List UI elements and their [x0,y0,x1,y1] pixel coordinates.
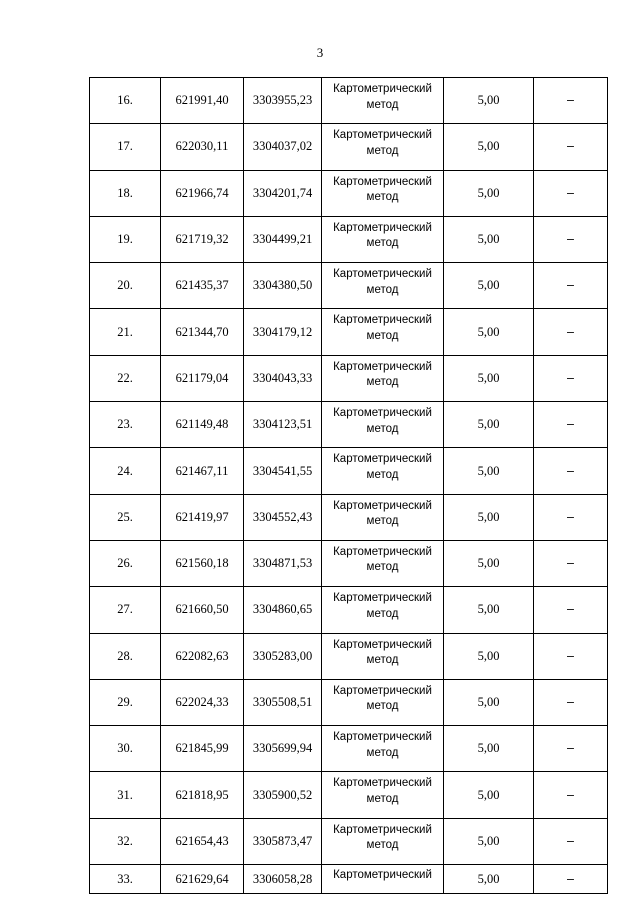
accuracy-cell: 5,00 [444,78,534,124]
description-cell: – [534,494,608,540]
coordinate-y-cell: 3303955,23 [244,78,322,124]
table-row [90,263,608,309]
point-number-cell: 28. [90,633,161,679]
point-number-cell: 24. [90,448,161,494]
table-row [90,78,608,124]
point-number-cell: 20. [90,263,161,309]
method-cell: Картометрический метод [322,818,444,864]
coordinate-y-cell: 3304871,53 [244,540,322,586]
method-cell: Картометрический метод [322,448,444,494]
table-row [90,216,608,262]
coordinate-x-cell: 621467,11 [161,448,244,494]
description-cell: – [534,263,608,309]
coordinate-y-cell: 3304043,33 [244,355,322,401]
coordinate-y-cell: 3305900,52 [244,772,322,818]
point-number-cell: 17. [90,124,161,170]
description-cell: – [534,448,608,494]
accuracy-cell: 5,00 [444,633,534,679]
point-number-cell: 27. [90,587,161,633]
coordinate-x-cell: 621845,99 [161,726,244,772]
coordinate-y-cell: 3304380,50 [244,263,322,309]
coordinate-y-cell: 3305508,51 [244,679,322,725]
accuracy-cell: 5,00 [444,772,534,818]
description-cell: – [534,355,608,401]
table-row [90,633,608,679]
table-row [90,865,608,894]
description-cell: – [534,865,608,894]
method-cell: Картометрический метод [322,587,444,633]
point-number-cell: 26. [90,540,161,586]
point-number-cell: 30. [90,726,161,772]
coordinate-y-cell: 3304860,65 [244,587,322,633]
coordinate-y-cell: 3304552,43 [244,494,322,540]
description-cell: – [534,78,608,124]
coordinate-y-cell: 3304201,74 [244,170,322,216]
description-cell: – [534,124,608,170]
method-cell: Картометрический метод [322,263,444,309]
table-row [90,726,608,772]
table-row [90,170,608,216]
method-cell: Картометрический метод [322,679,444,725]
accuracy-cell: 5,00 [444,124,534,170]
coordinate-x-cell: 622030,11 [161,124,244,170]
method-cell: Картометрический метод [322,402,444,448]
coordinate-x-cell: 621660,50 [161,587,244,633]
accuracy-cell: 5,00 [444,494,534,540]
coordinate-x-cell: 621966,74 [161,170,244,216]
coordinate-x-cell: 621149,48 [161,402,244,448]
accuracy-cell: 5,00 [444,448,534,494]
coordinate-y-cell: 3304037,02 [244,124,322,170]
accuracy-cell: 5,00 [444,679,534,725]
description-cell: – [534,818,608,864]
coordinate-x-cell: 621654,43 [161,818,244,864]
table-row [90,402,608,448]
point-number-cell: 22. [90,355,161,401]
point-number-cell: 18. [90,170,161,216]
table-row [90,448,608,494]
point-number-cell: 16. [90,78,161,124]
coordinate-x-cell: 621435,37 [161,263,244,309]
method-cell: Картометрический метод [322,772,444,818]
description-cell: – [534,170,608,216]
coordinates-table [89,77,608,894]
method-cell: Картометрический метод [322,540,444,586]
table-row [90,818,608,864]
table-row [90,540,608,586]
description-cell: – [534,216,608,262]
point-number-cell: 21. [90,309,161,355]
point-number-cell: 31. [90,772,161,818]
coordinates-table-body [90,78,608,894]
description-cell: – [534,679,608,725]
description-cell: – [534,540,608,586]
point-number-cell: 25. [90,494,161,540]
description-cell: – [534,587,608,633]
coordinate-x-cell: 621419,97 [161,494,244,540]
accuracy-cell: 5,00 [444,540,534,586]
accuracy-cell: 5,00 [444,818,534,864]
coordinate-y-cell: 3304541,55 [244,448,322,494]
table-row [90,494,608,540]
table-row [90,772,608,818]
accuracy-cell: 5,00 [444,402,534,448]
table-row [90,679,608,725]
page-number: 3 [316,45,324,60]
point-number-cell: 19. [90,216,161,262]
accuracy-cell: 5,00 [444,865,534,894]
coordinate-y-cell: 3304123,51 [244,402,322,448]
accuracy-cell: 5,00 [444,216,534,262]
description-cell: – [534,772,608,818]
coordinate-x-cell: 621719,32 [161,216,244,262]
point-number-cell: 33. [90,865,161,894]
table-row [90,124,608,170]
coordinate-x-cell: 621179,04 [161,355,244,401]
method-cell: Картометрический метод [322,216,444,262]
coordinate-x-cell: 622024,33 [161,679,244,725]
method-cell: Картометрический метод [322,78,444,124]
method-cell: Картометрический [322,865,444,894]
coordinate-y-cell: 3305873,47 [244,818,322,864]
coordinate-x-cell: 621818,95 [161,772,244,818]
coordinate-y-cell: 3305699,94 [244,726,322,772]
coordinate-y-cell: 3304179,12 [244,309,322,355]
point-number-cell: 23. [90,402,161,448]
coordinate-x-cell: 621344,70 [161,309,244,355]
point-number-cell: 32. [90,818,161,864]
description-cell: – [534,726,608,772]
method-cell: Картометрический метод [322,726,444,772]
coordinate-y-cell: 3306058,28 [244,865,322,894]
table-row [90,587,608,633]
table-row [90,355,608,401]
accuracy-cell: 5,00 [444,309,534,355]
coordinate-y-cell: 3304499,21 [244,216,322,262]
accuracy-cell: 5,00 [444,263,534,309]
accuracy-cell: 5,00 [444,587,534,633]
method-cell: Картометрический метод [322,170,444,216]
point-number-cell: 29. [90,679,161,725]
coordinate-x-cell: 621991,40 [161,78,244,124]
accuracy-cell: 5,00 [444,355,534,401]
accuracy-cell: 5,00 [444,726,534,772]
method-cell: Картометрический метод [322,355,444,401]
method-cell: Картометрический метод [322,124,444,170]
coordinate-x-cell: 621560,18 [161,540,244,586]
coordinate-x-cell: 621629,64 [161,865,244,894]
method-cell: Картометрический метод [322,494,444,540]
description-cell: – [534,402,608,448]
description-cell: – [534,633,608,679]
description-cell: – [534,309,608,355]
method-cell: Картометрический метод [322,309,444,355]
coordinate-x-cell: 622082,63 [161,633,244,679]
method-cell: Картометрический метод [322,633,444,679]
accuracy-cell: 5,00 [444,170,534,216]
table-row [90,309,608,355]
coordinate-y-cell: 3305283,00 [244,633,322,679]
